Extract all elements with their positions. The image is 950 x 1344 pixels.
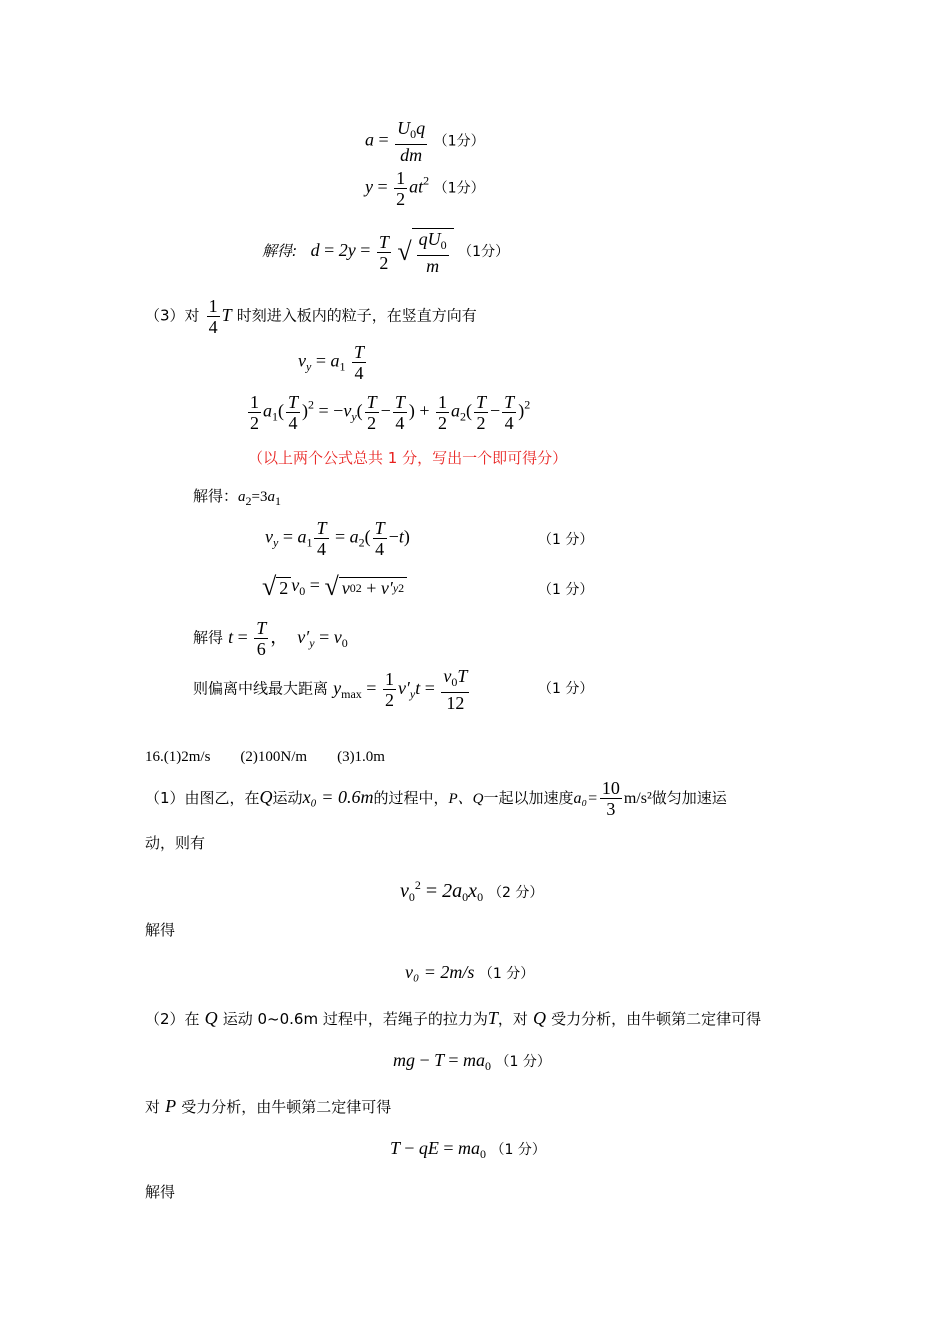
solve-t: 解得 t = $\frac{T}{6}$ ， $v'_y = v_0$ bbox=[193, 618, 348, 659]
problem-16-answers: 16.(1)2m/s (2)100N/m (3)1.0m bbox=[145, 749, 385, 765]
eq-vy-relation: $v_y = a_1$ $\frac{T}{4}$ = $a_2$( $\frac{T}{4}$ −t) bbox=[265, 518, 410, 559]
eq-velocity-magnitude: √ 2 $v_0$ = √ v 0 2 + v′ y 2 bbox=[262, 574, 407, 601]
score-label: （1 分） bbox=[538, 582, 594, 598]
score-label: （1分） bbox=[433, 133, 485, 150]
eq-displacement: y = $\frac{1}{2}$ $at^2$ （1分） bbox=[365, 168, 485, 209]
part1-line2: 动，则有 bbox=[145, 834, 206, 852]
score-label: （1 分） bbox=[478, 966, 535, 982]
score-label: （1分） bbox=[433, 180, 485, 197]
scoring-note: （以上两个公式总共 1 分，写出一个即可得分） bbox=[248, 449, 568, 467]
part1-statement: （1）由图乙，在Q运动x₀ = 0.6m的过程中，P、Q一起以加速度a₀= $\frac{10}{3}$ m/s²做匀加速运 bbox=[145, 778, 727, 819]
part2-statement: （2）在 Q 运动 0~0.6m 过程中，若绳子的拉力为T，对 Q 受力分析，由牛顿第二定律可得 bbox=[145, 1008, 762, 1028]
eq-newton-p: T − qE = $ma_0$ （1 分） bbox=[390, 1138, 546, 1161]
score-label: （1 分） bbox=[538, 532, 594, 548]
score-label: （1 分） bbox=[490, 1142, 546, 1158]
score-label: （1 分） bbox=[538, 681, 594, 697]
eq-acceleration: a = $\frac{U_0q}{dm}$ （1分） bbox=[365, 118, 485, 165]
eq-v0-result: v₀ = 2m/s （1 分） bbox=[405, 962, 535, 982]
eq-newton-q: mg − $T = ma_0$ （1 分） bbox=[393, 1050, 551, 1073]
eq-distance-d: 解得: d = 2y = $\frac{T}{2}$ √ $\frac{qU_0}{m}$ （1分） bbox=[262, 229, 510, 276]
eq-position-balance: $\frac{1}{2}$ $a_1$( $\frac{T}{4}$ )$^2 = -v_y$( $\frac{T}{2}$ − $\frac{T}{4}$ ) + $\frac{1}{2}$ $a_2$( $\frac{T}{2}$ − $\frac{T}{4}$ )$^2$ bbox=[250, 392, 531, 433]
solve-label: 解得 bbox=[145, 921, 176, 939]
solve-label: 解得 bbox=[145, 1183, 176, 1201]
score-label: （1 分） bbox=[495, 1054, 551, 1070]
p-analysis-intro: 对 P 受力分析，由牛顿第二定律可得 bbox=[145, 1096, 392, 1116]
eq-vy: $v_y = a_1$ $\frac{T}{4}$ bbox=[298, 342, 364, 383]
eq-ymax: 则偏离中线最大距离 $y_{max}$ = $\frac{1}{2}$ $v'_yt$ = $\frac{v_0T}{12}$ bbox=[193, 666, 468, 713]
section-3-intro: （3）对 $\frac{1}{4}$ T 时刻进入板内的粒子，在竖直方向有 bbox=[145, 296, 477, 337]
solve-a2: 解得：$a_2=3a_1$ bbox=[193, 487, 281, 508]
solve-label: 解得: bbox=[262, 242, 298, 261]
eq-kinematic: $v_0^2 = 2a_0x_0$ （2 分） bbox=[400, 878, 544, 904]
score-label: （2 分） bbox=[488, 885, 544, 901]
score-label: （1分） bbox=[458, 244, 510, 261]
